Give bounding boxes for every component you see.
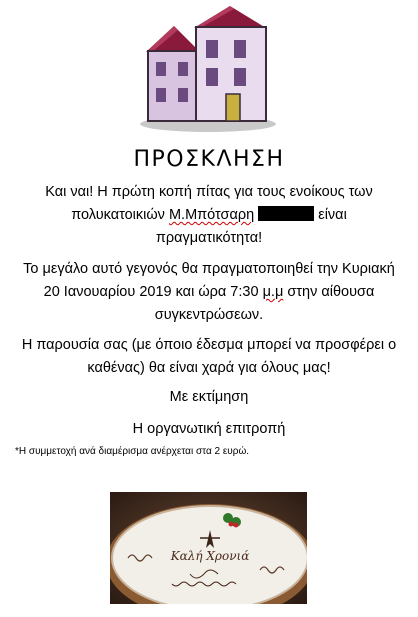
houses-clipart (134, 6, 282, 134)
signature-text: Η οργανωτική επιτροπή (132, 421, 286, 437)
footnote: *Η συμμετοχή ανά διαμέρισμα ανέρχεται στα 2 ευρώ. (15, 446, 250, 457)
intro-line-2 (0, 204, 418, 227)
event-line-2-prefix: 20 Ιανουαρίου 2019 και ώρα 7:30 (43, 284, 263, 300)
paragraph-intro (0, 181, 418, 250)
event-line-2 (0, 281, 418, 304)
event-line-3: συγκεντρώσεων. (154, 307, 264, 323)
intro-line-3: πραγματικότητα! (155, 230, 263, 246)
event-time-suffix: μ.μ (262, 284, 284, 300)
paragraph-presence (0, 334, 418, 380)
intro-line-1: Και ναι! Η πρώτη κοπή πίτας για τους ενοίκους των (45, 184, 373, 200)
event-line-2-suffix: στην αίθουσα (283, 284, 375, 300)
redacted-box (258, 206, 314, 221)
intro-line-2-prefix: πολυκατοικιών (71, 207, 169, 223)
street-name: Μ.Μπότσαρη (168, 207, 255, 223)
presence-line-1: Η παρουσία σας (με όποιο έδεσμα μπορεί να προσφέρει ο (21, 337, 397, 353)
closing-text: Με εκτίμηση (169, 389, 249, 405)
invitation-title: ΠΡΟΣΚΛΗΣΗ (133, 147, 285, 172)
paragraph-event (0, 258, 418, 327)
event-line-1: Το μεγάλο αυτό γεγονός θα πραγματοποιηθεί την Κυριακή (23, 261, 395, 277)
vasilopita-cake-image (110, 492, 307, 604)
presence-line-2: καθένας) θα είναι χαρά για όλους μας! (87, 360, 331, 376)
intro-line-2-suffix: είναι (314, 207, 347, 223)
cake-inscription: Καλή Χρονιά (170, 549, 250, 563)
